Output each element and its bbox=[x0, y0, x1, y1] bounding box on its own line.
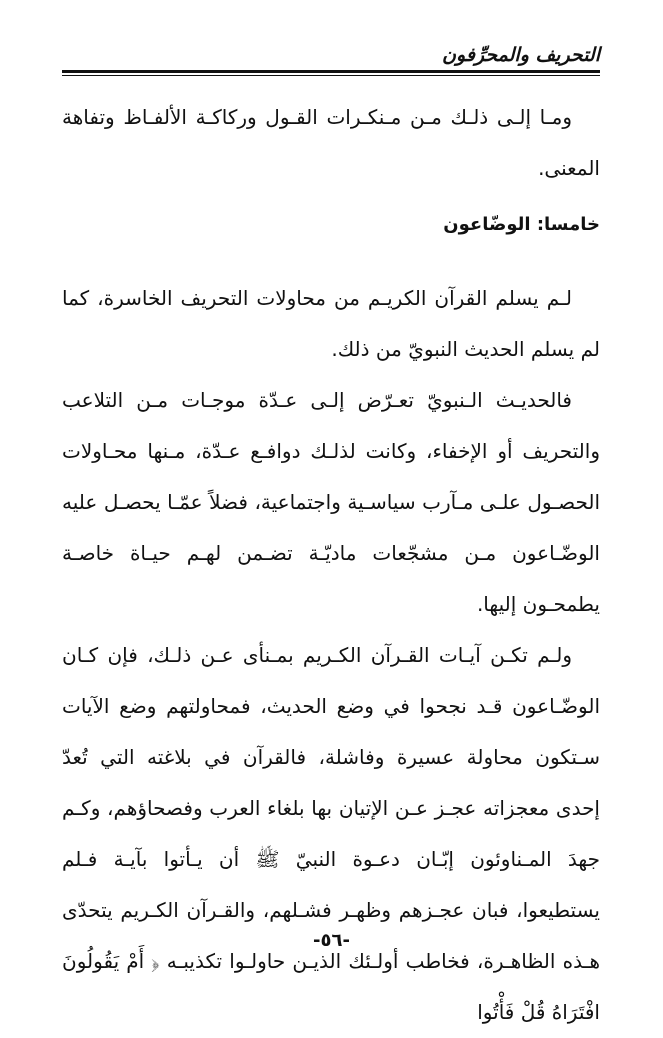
paragraph-3: فالحديـث الـنبويّ تعـرّض إلـى عـدّة موجـات مـن التلاعب والتحريف أو الإخفاء، وكانت لذلـك دوافـع عـدّة، مـنها محـاولات الحصـول علـى مـآرب سياسـية واجتماعية، فضلاً عمّـا يحصـل عليه الوضّـاعون مـن مشجّعات ماديّـة تضـمن لهـم حيـاة خاصـة يطمحـون إليها. bbox=[62, 388, 600, 616]
paragraph-4: ولـم تكـن آيـات القـرآن الكـريم بمـنأى عـن ذلـك، فإن كـان الوضّـاعون قـد نجحوا في وضع الحديث، فمحاولتهم وضع الآيات سـتكون محاولة عسيرة وفاشلة، فالقرآن في بلاغته التي تُعدّ إحدى معجزاته عجـز عـن الإتيان بها بلغاء العرب وفصحاؤهم، وكـم جهدَ المـناوئون إبّـان دعـوة النبيّ ﷺ أن يـأتوا بآيـة فـلم يستطيعوا، فبان عجـزهم وظهـر فشـلهم، والقـرآن الكـريم يتحدّى هـذه الظاهـرة، فخاطب أولـئك الذيـن حاولـوا تكذيبـه ﴿ أَمْ يَقُولُونَ افْتَرَاهُ قُلْ فَأْتُوا bbox=[62, 643, 600, 1024]
paragraph-2: لـم يسلم القرآن الكريـم من محاولات التحريف الخاسرة، كما لم يسلم الحديث النبويّ من ذلك. bbox=[62, 286, 600, 361]
page-header bbox=[62, 40, 600, 76]
section-heading: خامسا: الوضّاعون bbox=[443, 214, 600, 235]
running-header-title: التحريف والمحرِّفون bbox=[442, 44, 600, 66]
header-rule-thick bbox=[62, 70, 600, 73]
paragraph-1: ومـا إلـى ذلـك مـن مـنكـرات القـول وركاكـة الألفـاظ وتفاهة المعنى. bbox=[62, 105, 600, 180]
page-body bbox=[62, 92, 600, 1038]
page-number: -٥٦- bbox=[313, 930, 350, 951]
header-rule-thin bbox=[62, 75, 600, 76]
